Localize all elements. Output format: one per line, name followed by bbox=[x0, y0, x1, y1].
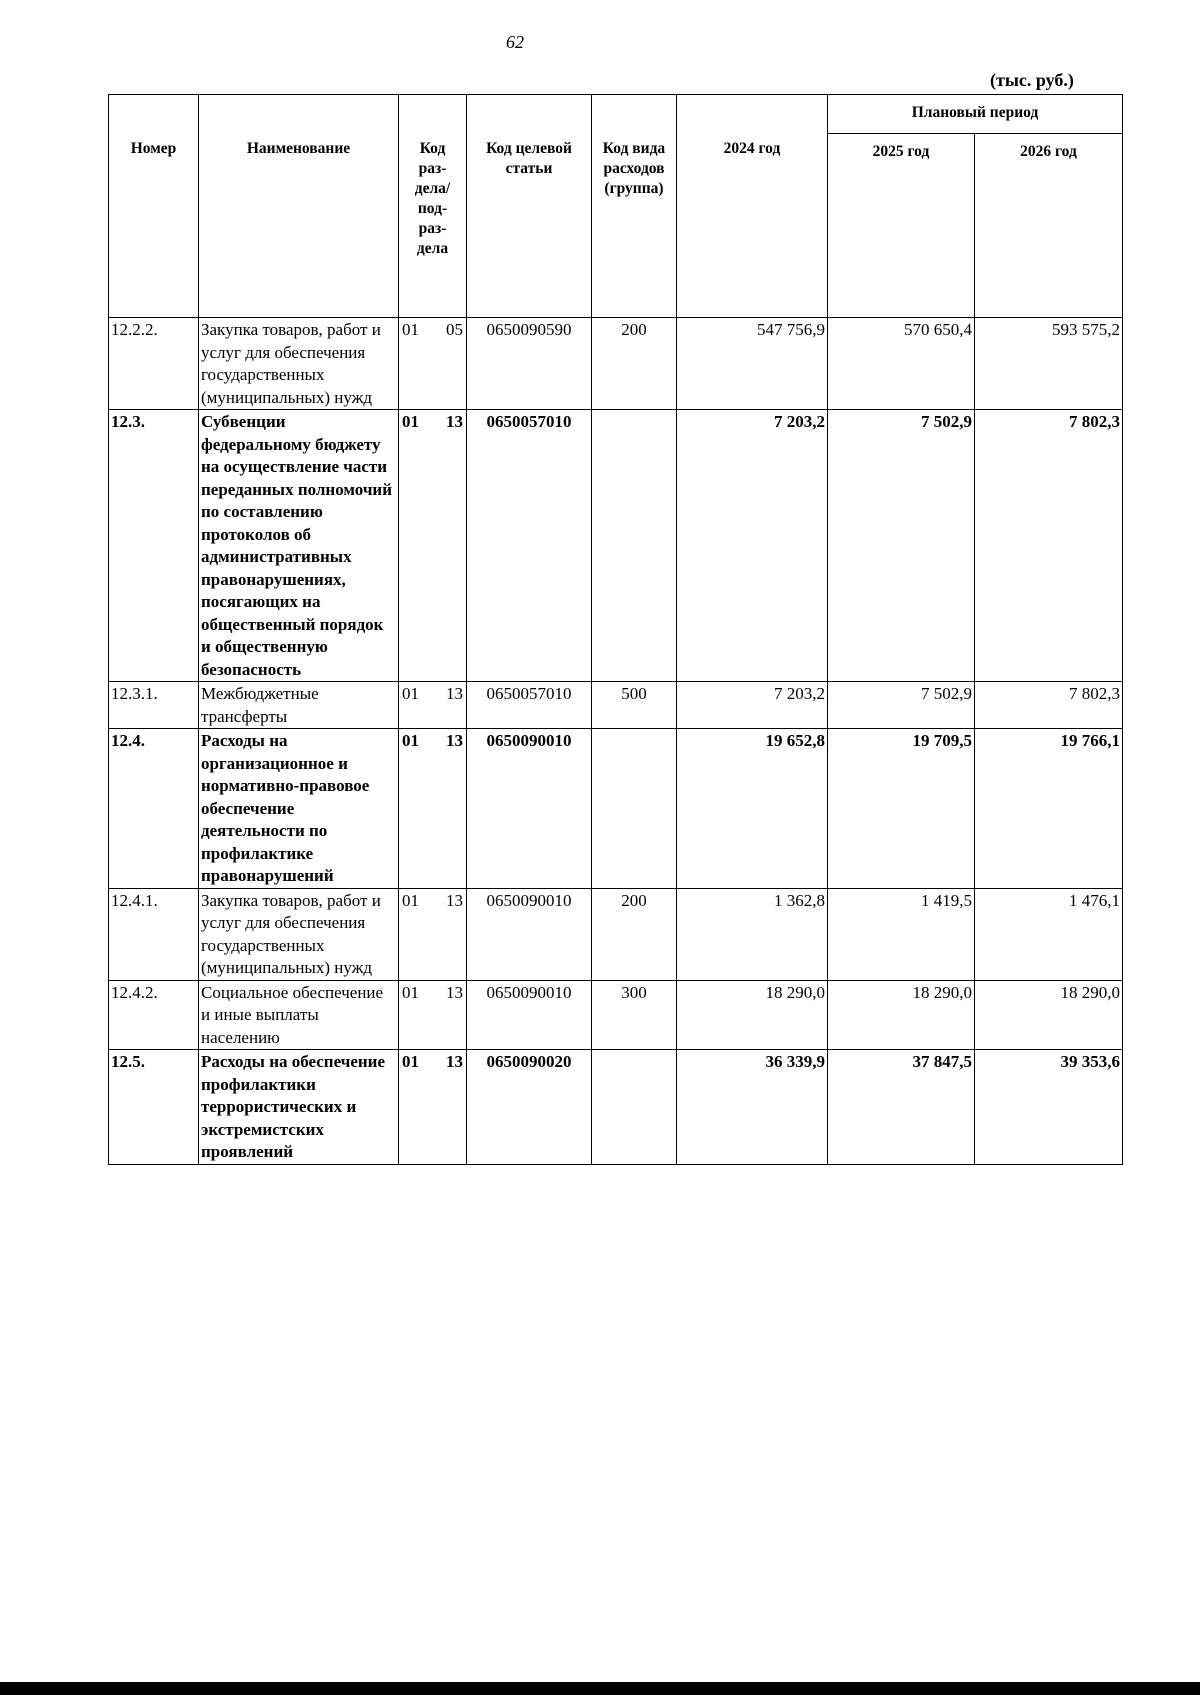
row-razdel: 01 bbox=[402, 320, 419, 339]
row-name: Социальное обеспечение и иные выплаты населению bbox=[199, 980, 399, 1050]
page-number: 62 bbox=[506, 32, 524, 52]
row-value-2025: 37 847,5 bbox=[828, 1050, 975, 1165]
row-section-code bbox=[399, 318, 467, 410]
header-year-2026: 2026 год bbox=[975, 134, 1123, 318]
row-razdel: 01 bbox=[402, 1052, 419, 1071]
row-name: Межбюджетные трансферты bbox=[199, 682, 399, 729]
row-expense-type bbox=[592, 410, 677, 682]
row-value-2026: 593 575,2 bbox=[975, 318, 1123, 410]
row-razdel: 01 bbox=[402, 731, 419, 750]
header-target-code bbox=[467, 95, 592, 318]
row-section-code bbox=[399, 682, 467, 729]
row-value-2025: 7 502,9 bbox=[828, 682, 975, 729]
row-value-2026: 7 802,3 bbox=[975, 682, 1123, 729]
row-expense-type: 300 bbox=[592, 980, 677, 1050]
table-row bbox=[109, 980, 1123, 1050]
row-number: 12.3.1. bbox=[109, 682, 199, 729]
row-value-2026: 39 353,6 bbox=[975, 1050, 1123, 1165]
row-value-2025: 570 650,4 bbox=[828, 318, 975, 410]
row-target-code: 0650090010 bbox=[467, 888, 592, 980]
budget-table bbox=[108, 94, 1123, 1165]
row-expense-type bbox=[592, 729, 677, 889]
units-label: (тыс. руб.) bbox=[990, 70, 1074, 90]
row-target-code: 0650057010 bbox=[467, 410, 592, 682]
row-target-code: 0650090010 bbox=[467, 980, 592, 1050]
table-row bbox=[109, 888, 1123, 980]
row-value-2026: 19 766,1 bbox=[975, 729, 1123, 889]
row-podrazdel: 05 bbox=[446, 320, 463, 339]
row-number: 12.4.2. bbox=[109, 980, 199, 1050]
header-planned-period: Плановый период bbox=[828, 95, 1123, 134]
row-value-2024: 18 290,0 bbox=[677, 980, 828, 1050]
row-value-2026: 7 802,3 bbox=[975, 410, 1123, 682]
header-expense-type-text: Код вида расходов (группа) bbox=[602, 140, 666, 197]
table-row bbox=[109, 682, 1123, 729]
row-podrazdel: 13 bbox=[446, 890, 463, 910]
table-row bbox=[109, 318, 1123, 410]
header-name: Наименование bbox=[199, 95, 399, 318]
row-value-2024: 36 339,9 bbox=[677, 1050, 828, 1165]
row-podrazdel: 13 bbox=[446, 412, 463, 431]
row-name: Расходы на организационное и нормативно-правовое обеспечение деятельности по профилактике правонарушений bbox=[199, 729, 399, 889]
row-target-code: 0650090020 bbox=[467, 1050, 592, 1165]
row-name: Расходы на обеспечение профилактики террористических и экстремистских проявлений bbox=[199, 1050, 399, 1165]
row-expense-type: 200 bbox=[592, 318, 677, 410]
row-section-code bbox=[399, 980, 467, 1050]
header-section-code-text: Код раз- дела/ под- раз- дела bbox=[414, 140, 451, 257]
row-value-2025: 18 290,0 bbox=[828, 980, 975, 1050]
row-value-2024: 1 362,8 bbox=[677, 888, 828, 980]
row-expense-type: 500 bbox=[592, 682, 677, 729]
bottom-border-bar bbox=[0, 1682, 1200, 1695]
table-row bbox=[109, 729, 1123, 889]
header-target-code-text: Код целевой статьи bbox=[486, 140, 572, 177]
header-expense-type bbox=[592, 95, 677, 318]
row-expense-type bbox=[592, 1050, 677, 1165]
header-row bbox=[109, 95, 1123, 134]
row-section-code bbox=[399, 888, 467, 980]
row-number: 12.4.1. bbox=[109, 888, 199, 980]
row-value-2026: 1 476,1 bbox=[975, 888, 1123, 980]
row-name: Закупка товаров, работ и услуг для обеспечения государственных (муниципальных) нужд bbox=[199, 318, 399, 410]
row-value-2025: 7 502,9 bbox=[828, 410, 975, 682]
header-year-2025: 2025 год bbox=[828, 134, 975, 318]
row-razdel: 01 bbox=[402, 890, 419, 910]
row-podrazdel: 13 bbox=[446, 731, 463, 750]
row-value-2026: 18 290,0 bbox=[975, 980, 1123, 1050]
table-row bbox=[109, 410, 1123, 682]
row-target-code: 0650057010 bbox=[467, 682, 592, 729]
row-number: 12.5. bbox=[109, 1050, 199, 1165]
row-section-code bbox=[399, 410, 467, 682]
row-name: Закупка товаров, работ и услуг для обеспечения государственных (муниципальных) нужд bbox=[199, 888, 399, 980]
header-number: Номер bbox=[109, 95, 199, 318]
row-podrazdel: 13 bbox=[446, 1052, 463, 1071]
row-value-2024: 7 203,2 bbox=[677, 682, 828, 729]
row-value-2024: 547 756,9 bbox=[677, 318, 828, 410]
row-podrazdel: 13 bbox=[446, 982, 463, 1002]
header-section-code bbox=[399, 95, 467, 318]
table-body bbox=[109, 318, 1123, 1165]
row-value-2025: 1 419,5 bbox=[828, 888, 975, 980]
row-number: 12.3. bbox=[109, 410, 199, 682]
row-section-code bbox=[399, 1050, 467, 1165]
row-number: 12.4. bbox=[109, 729, 199, 889]
row-expense-type: 200 bbox=[592, 888, 677, 980]
row-value-2025: 19 709,5 bbox=[828, 729, 975, 889]
row-razdel: 01 bbox=[402, 684, 419, 703]
row-target-code: 0650090010 bbox=[467, 729, 592, 889]
row-target-code: 0650090590 bbox=[467, 318, 592, 410]
table-row bbox=[109, 1050, 1123, 1165]
row-razdel: 01 bbox=[402, 982, 419, 1002]
row-section-code bbox=[399, 729, 467, 889]
row-podrazdel: 13 bbox=[446, 684, 463, 703]
row-razdel: 01 bbox=[402, 412, 419, 431]
row-name: Субвенции федеральному бюджету на осуществление части переданных полномочий по составлению протоколов об административных правонарушениях, посягающих на общественный порядок и общественную безопасность bbox=[199, 410, 399, 682]
header-year-2024: 2024 год bbox=[677, 95, 828, 318]
row-number: 12.2.2. bbox=[109, 318, 199, 410]
row-value-2024: 7 203,2 bbox=[677, 410, 828, 682]
row-value-2024: 19 652,8 bbox=[677, 729, 828, 889]
